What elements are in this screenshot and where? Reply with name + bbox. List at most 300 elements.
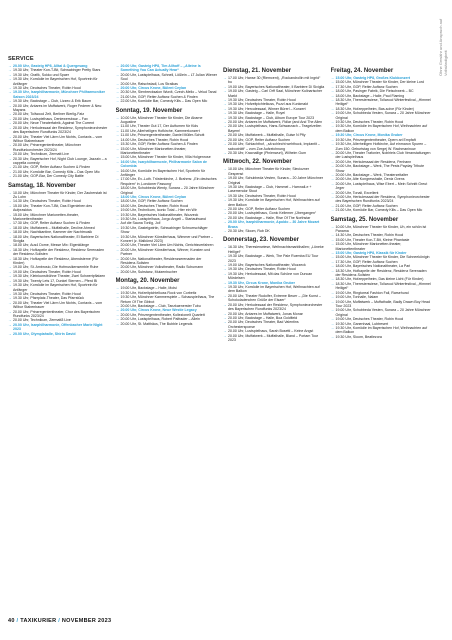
event-text: 20.00 Uhr, Isarphilharmonie, Offenbacher Marie Night 2023: [13, 322, 103, 332]
arrow-icon: →: [8, 296, 12, 301]
event-text: 17.30 Uhr, GOP, Reiter Auftanz Suchen: [335, 259, 398, 264]
arrow-icon: →: [115, 155, 120, 160]
event-entry: [331, 282, 433, 291]
event-text: 20.30 Uhr, Kracnallige (Pinienwurt), Wilhelm Gum: [228, 150, 307, 155]
page-number: 40: [8, 618, 15, 624]
arrow-icon: →: [115, 90, 120, 95]
arrow-icon: →: [115, 212, 120, 217]
event-text: 15.00 Uhr, Münchner Theater für Kinder, Der kleine Lord: [335, 80, 424, 85]
arrow-icon: →: [223, 76, 227, 80]
event-text: 22.00 Uhr, Komödie Bar, Comedy Kills – Das Open Mic: [120, 99, 208, 104]
event-text: 20.00 Uhr, Muffatwerk – Muffathalle, Guise N Pfly: [228, 133, 306, 138]
event-entry: [331, 335, 433, 339]
event-text: 19.30 Uhr, Hofzeitpichtelkuss, Puzzl aus Kunkmakt: [228, 102, 309, 107]
day-heading: Sonntag, 19. November: [115, 107, 183, 114]
event-text: 15.30 Uhr, GOP, Reiter Auftanz Suchen & Finden: [120, 142, 198, 147]
event-text: 11.00 Uhr, Prinzregententheater, Daniel Müller-Schott: [120, 133, 205, 138]
day-heading: Samstag, 18. November: [8, 182, 76, 189]
arrow-icon: →: [330, 321, 335, 326]
event-text: 15.00 Uhr, Münchner Theater für Kinder, Die Schneekönigin: [335, 255, 430, 260]
arrow-icon: →: [115, 243, 120, 248]
arrow-icon: →: [8, 116, 12, 121]
arrow-icon: →: [115, 99, 120, 104]
event-entry: [116, 270, 218, 274]
event-entry: [116, 99, 218, 103]
event-entry: [223, 254, 325, 263]
event-text: 20.00 Uhr, GOP, Reiter Auftanz Suchen: [228, 137, 291, 142]
arrow-icon: →: [8, 190, 12, 195]
event-text: 20.00 Uhr, Lustspielhaus, Gonic Kellemer „Übergangen“: [228, 211, 317, 216]
event-text: 15.00 Uhr, Münchner Theater für Kinder, Villa Holgenrose: [120, 155, 211, 160]
event-text: 20.00 Uhr, Neue Theaterfabrik, Against The Current: [13, 121, 95, 126]
event-text: 19.30 Uhr, Isarphilharmonie, Münchner Philharmoniker Saison 2023/24: [13, 90, 106, 99]
arrow-icon: →: [115, 142, 120, 147]
event-text: 20.00 Uhr, Herkulessaal der Residenz, Symphonieorchester des Bayerischen Rundfunks 2023/24: [13, 125, 108, 135]
event-text: 19.30 Uhr, Komödie im Bayerischen Hof, Weihnachten auf dem Balkon: [335, 124, 428, 133]
arrow-icon: →: [115, 159, 120, 164]
event-text: 19.30 Uhr, Komödie im Bayerischen Hof, Sportrein für Anfänger: [13, 77, 98, 86]
day-heading: Mittwoch, 22. November: [223, 159, 292, 166]
event-text: 18.30 Uhr, Theresienwiese, Tollwood Winterfestival, „Himmel Heiligel“: [335, 98, 431, 107]
arrow-icon: →: [115, 208, 120, 213]
event-entry: [223, 320, 325, 329]
arrow-icon: →: [223, 302, 227, 307]
footer-separator: /: [16, 618, 21, 624]
event-text: 19.30 Uhr, Münchner Kammerspiele – Schauspielhaus, The Return Of The Gibbot: [120, 295, 215, 304]
event-entry: [8, 143, 110, 152]
event-entry: [8, 135, 110, 144]
arrow-icon: →: [223, 150, 227, 155]
arrow-icon: →: [223, 133, 227, 138]
arrow-icon: →: [330, 106, 335, 111]
arrow-icon: →: [115, 225, 120, 230]
arrow-icon: →: [8, 68, 12, 73]
arrow-icon: →: [330, 142, 335, 147]
event-text: 18.00 Uhr, Bayerisches Nationaltheater, La Pari: [335, 264, 411, 269]
event-entry: [116, 169, 218, 178]
arrow-icon: →: [115, 72, 120, 77]
event-text: 20.00 Uhr, St. Matthäus, The Bubble Legends: [120, 321, 193, 326]
event-text: 19.00 Uhr, Backstage – Halle, Molsi: [120, 286, 177, 291]
event-entry: [331, 225, 433, 234]
arrow-icon: →: [330, 334, 335, 339]
arrow-icon: →: [330, 177, 335, 182]
event-entry: [331, 164, 433, 173]
event-text: 20.00 Uhr, Backstage – Halle, Rise Of The Northstar: [228, 215, 311, 220]
arrow-icon: →: [115, 133, 120, 138]
arrow-icon: →: [115, 295, 120, 300]
arrow-icon: →: [223, 98, 227, 103]
event-text: 19.30 Uhr, Deutsches Theater, Robin Hood: [228, 98, 296, 103]
arrow-icon: →: [330, 308, 335, 313]
event-text: 19.00 Uhr, Deutsches Theater, Robin Hood: [335, 317, 404, 322]
arrow-icon: →: [115, 115, 120, 120]
arrow-icon: →: [330, 76, 335, 80]
event-text: 20.00 Uhr, Gasteig HP8, Alltai & Quergesang: [13, 64, 88, 68]
event-text: 18.00 Uhr, Pasinger Fabrik, Die Fleischwerk – BC: [335, 89, 414, 94]
event-text: 20.00 Uhr, Isarphilharmonie, Apoldo – 30 Jahre Mozart Brass: [228, 220, 320, 229]
arrow-icon: →: [330, 190, 335, 195]
event-text: 14.00 Uhr, Deutsches Theater, Robin Hood: [120, 137, 189, 142]
event-text: 19.30 Uhr, Backstage – Club, Lizzeo & Erik Baum: [13, 99, 92, 104]
arrow-icon: →: [115, 217, 120, 221]
event-text: 21.00 Uhr, Komödie Bar, Comedy Kills – Das Open Mic: [335, 208, 423, 213]
arrow-icon: →: [115, 128, 120, 133]
event-text: 20.00 Uhr, Lustspielhaus, Hans-Schwarzach – Teagelzellen Bayern!: [228, 124, 322, 133]
arrow-icon: →: [330, 172, 335, 177]
event-text: 15.00 Uhr, Münchner Marionetten-theater, Marionettentheater: [13, 212, 79, 221]
arrow-icon: →: [223, 176, 227, 181]
event-text: 18.00 Uhr, Schubbeda Wenty, Sunara – 20 Jahre Münchner Original: [120, 186, 215, 195]
event-text: 18.00 Uhr, Deutsches Theater, Robin Hood: [120, 203, 189, 208]
event-text: 19.30 Uhr, Komödie im Bayerischen Hof, Sportrein für Anfänger: [13, 283, 98, 292]
arrow-icon: →: [223, 124, 227, 129]
event-entry: [8, 126, 110, 135]
event-entry: [8, 77, 110, 86]
event-text: 19.00 Uhr, Schubbeda Vesten, Sunara – 20 Jahre Münchner Original: [228, 176, 324, 185]
event-entry: [116, 257, 218, 266]
arrow-icon: →: [223, 333, 227, 338]
event-text: 16.30 Uhr, Theresienwiese, Weihnachtsmarkthallen; „Lüneke Heiligel“: [228, 245, 324, 254]
event-text: 18.30 Uhr, Hofkapelle der Residenz, Residenz Serenaden der Residenz-Solisten: [13, 247, 105, 257]
arrow-icon: →: [223, 142, 227, 147]
arrow-icon: →: [115, 265, 120, 270]
arrow-icon: →: [8, 283, 12, 288]
event-text: 19.30 Uhr, Deutsches Theater, Robin Hood: [13, 291, 81, 296]
arrow-icon: →: [330, 251, 335, 256]
event-text: 18.30 Uhr, Hofkapelle der Residenz, Abendsterne (Für Kinder): [13, 256, 99, 266]
event-text: 19.30 Uhr, Prinzregententheater, Opern ari Empfaft: [335, 137, 416, 142]
column-1: [8, 64, 110, 608]
arrow-icon: →: [223, 254, 227, 259]
event-text: 20.00 Uhr, Antares im Muffatwerk, Jonas Monar: [228, 311, 303, 316]
event-text: 19.30 Uhr, Deutsches Theater, Robin Hood: [228, 193, 296, 198]
arrow-icon: →: [8, 269, 12, 274]
event-entry: [223, 176, 325, 185]
arrow-icon: →: [8, 234, 12, 239]
arrow-icon: →: [330, 242, 335, 247]
arrow-icon: →: [223, 315, 227, 320]
event-entry: [331, 182, 433, 191]
arrow-icon: →: [223, 220, 227, 225]
event-entry: [223, 142, 325, 151]
event-text: 19.30 Uhr, Twenty Lets 17, Dunkel Sternen – Pferd Bi: [13, 278, 98, 283]
arrow-icon: →: [330, 325, 335, 330]
event-text: 20.00 Uhr, Schlachthof, ,,sä schlecht wehthuck, Implantit – sabooträtt“ – vom Zoe Aufzeichnung: [228, 142, 320, 151]
arrow-icon: →: [330, 120, 335, 125]
arrow-icon: →: [223, 167, 227, 172]
event-text: 20.00 Uhr, Ratschstadl, Los Straikas: [120, 81, 178, 86]
column-4-content: [331, 64, 433, 339]
event-text: 10.00 Uhr, Münchner Theater für Kinder, Der Zauberstab ist Zu Lohn: [13, 190, 107, 199]
event-text: 20.00 Uhr, Backstage – Werk, Theaterzeitalter: [335, 172, 409, 177]
arrow-icon: →: [223, 111, 227, 116]
arrow-icon: →: [8, 225, 12, 230]
event-entry: [116, 116, 218, 125]
column-4: [331, 64, 433, 608]
event-text: 19.00 Uhr, Ringtoreal Fashion Fall, Rarsehund: [335, 290, 409, 295]
event-text: 18.00 Uhr, Bayerisches Nationaltheater, El Barbiere Di Siviglia: [13, 234, 99, 244]
arrow-icon: →: [8, 156, 12, 161]
event-listing: [8, 64, 432, 608]
event-text: 15.00 Uhr, Theater Kon-T-Bit, Kleine Phantasie: [335, 237, 410, 242]
arrow-icon: →: [115, 64, 120, 68]
event-text: 19.30 Uhr, Theater Kon-T-Bit, Schwabinger Pretty Stars: [13, 68, 101, 73]
arrow-icon: →: [8, 134, 12, 139]
event-entry: [331, 208, 433, 212]
event-entry: [116, 147, 218, 156]
arrow-icon: →: [8, 77, 12, 82]
event-text: 20.00 Uhr, GOP, Reiter Auftanz Suchen: [228, 206, 291, 211]
event-entry: [223, 185, 325, 194]
event-text: 19.00 Uhr, Gasteig – Carl Orff Saal, Münchner Kulinarischer Markt: [228, 89, 323, 98]
arrow-icon: →: [115, 286, 120, 291]
event-entry: [116, 186, 218, 195]
arrow-icon: →: [8, 152, 12, 157]
arrow-icon: →: [8, 265, 12, 270]
event-text: 20.00 Uhr, Theater Viel Lärm Um Nichts, Contaxis – vom Wilbur Stabenbauer: [13, 300, 103, 310]
arrow-icon: →: [330, 299, 335, 304]
event-text: 19.00 Uhr, Bayerisches Nationaltheater, Wozzeck: [228, 263, 306, 268]
event-entry: [223, 285, 325, 294]
event-entry: [223, 167, 325, 176]
event-text: 19.30 Uhr, Backstage – Club, Album Europe Tour 2023: [228, 115, 315, 120]
arrow-icon: →: [8, 121, 12, 126]
arrow-icon: →: [330, 159, 335, 164]
arrow-icon: →: [223, 120, 227, 125]
event-text: 19.30 Uhr, Sloom, Beatlezora: [335, 334, 382, 339]
event-entry: [116, 295, 218, 304]
event-text: 20.00 Uhr, Prinzregententheater, Münchner Rundfunkorchester 2023/24: [13, 143, 82, 152]
arrow-icon: →: [330, 84, 335, 89]
arrow-icon: →: [330, 233, 335, 238]
event-text: 19.00 Uhr, Deutsches Theater, Robin Hood: [13, 269, 81, 274]
arrow-icon: →: [330, 317, 335, 322]
arrow-icon: →: [115, 137, 120, 142]
event-text: 19.30 Uhr, Backstage – Halle, Royel: [228, 111, 285, 116]
arrow-icon: →: [223, 280, 227, 285]
event-text: 20.00 Uhr, Substanz, Mutzenbucher: [120, 269, 178, 274]
event-text: 20.00 Uhr, Backstage – Club, Tanzkaenerster Tubu: [120, 303, 201, 308]
event-entry: [8, 157, 110, 166]
arrow-icon: →: [8, 64, 12, 68]
event-text: 20.00 Uhr, Prinzregententheater, Chor des Bayerischen Rundfunks 2023/24: [13, 309, 101, 318]
arrow-icon: →: [223, 271, 227, 276]
event-entry: [8, 301, 110, 310]
arrow-icon: →: [115, 317, 120, 322]
event-text: 20.00 Uhr, Alte Kongresshalle, Deniz Ovens: [335, 177, 405, 182]
arrow-icon: →: [223, 102, 227, 107]
event-text: 15.00 Uhr, Münchner Marionetten-theater, Marionettentheater: [120, 146, 187, 155]
event-entry: [331, 142, 433, 151]
event-text: 19.30 Uhr, Bayerisches Nationaltheater, Wozzeck: [120, 212, 199, 217]
event-text: 19.00 Uhr, Muffatwerk – Muffathalle, Badly Drawn Boy Head Tour 2023: [335, 299, 431, 308]
arrow-icon: →: [8, 318, 12, 323]
event-text: 18.00 Uhr, GOP, Reiter Auftanz Suchen: [120, 199, 183, 204]
column-3: [223, 64, 325, 608]
event-entry: [223, 76, 325, 85]
event-text: 19.30 Uhr, Deutsches Theater, Robin Hood: [335, 120, 404, 125]
event-text: 16.00 Uhr, Isarphilharmonie, Philharmonie Salon de Colombia: [120, 159, 208, 169]
arrow-icon: →: [330, 203, 335, 208]
event-text: 20.00 Uhr, Antares im Muffatwerk, Roger Federer & Neu: Mayans: [13, 103, 103, 113]
event-text: 18.30 Uhr, Hofzeppelheim, Das kleine Licht (Für Kinder): [335, 277, 424, 282]
event-text: 20.00 Uhr, Herkulessaal der Residenz, Fenhann: [335, 159, 412, 164]
event-text: 19.30 Uhr, Grafik, Sokko und Spaer: [13, 72, 69, 77]
event-text: 19.30 Uhr, Münchner Künstlerhaus, Wimmer und Partner – Konzert (z. Malkünst 2023): [120, 234, 213, 244]
event-text: 19.00 Uhr, Schubbeda Vesten, Sunara – 20 Jahre Münchner Original: [335, 111, 431, 120]
event-text: 17.00 Uhr, Ev.-Luth. Trösterkirche, J. Brahms: „Ein deutsches Requiem“ in ‚Londoner Fassung‘: [120, 177, 217, 186]
event-entry: [8, 213, 110, 222]
arrow-icon: →: [330, 181, 335, 186]
arrow-icon: →: [8, 72, 12, 77]
arrow-icon: →: [8, 212, 12, 217]
arrow-icon: →: [8, 174, 12, 179]
event-entry: [116, 226, 218, 235]
event-text: 19.30 Uhr, Hofzeitpichtelkuss Rock von Corbeitz: [120, 290, 197, 295]
event-text: 20.30 Uhr, Sienbrecksalon Wurdt, Czech-Mello – Velud Tanal: [120, 90, 217, 95]
event-text: 19.00 Uhr, Tonhalle, Nalam: [335, 295, 379, 300]
arrow-icon: →: [330, 93, 335, 98]
arrow-icon: →: [223, 89, 227, 94]
arrow-icon: →: [330, 268, 335, 273]
event-entry: [116, 322, 218, 326]
footer-separator: /: [58, 618, 62, 624]
event-entry: [223, 272, 325, 281]
arrow-icon: →: [8, 331, 12, 336]
event-entry: [8, 310, 110, 319]
event-text: 19.30 Uhr, Herculessaal, Winner Bürerl – Konzert: [228, 106, 306, 111]
event-entry: [8, 104, 110, 113]
arrow-icon: →: [330, 89, 335, 94]
event-entry-highlight: [8, 323, 110, 332]
event-text: 18.00 Uhr, Nachtkantine, Kammer der Nachtmusik: [13, 230, 93, 235]
arrow-icon: →: [8, 90, 12, 95]
event-text: 16.00 Uhr, Komödie im Bayerischen Hof, Sportrein für Anfänger: [120, 168, 206, 177]
arrow-icon: →: [115, 247, 120, 252]
event-text: 18.30 Uhr, Theresienwiese, Tollwood Winterfestival, „Himmel Heiligel“: [335, 281, 431, 291]
arrow-icon: →: [8, 300, 12, 305]
event-text: 19.30 Uhr, Kleinkunstbühne Theater, Zwei Schwertpflatzen: [13, 274, 106, 279]
event-text: 20.00 Uhr, Backstage – Halle, Boa Goldfield: [228, 315, 298, 320]
event-text: 10.00 Uhr, Münchner Theater für Kinder, Sieciozner Gespenst: [228, 167, 309, 176]
event-entry: [223, 89, 325, 98]
event-text: 20.00 Uhr, Muffatwerk – Muffathalle, Bland – Portam Tour 2023: [228, 333, 319, 342]
arrow-icon: →: [223, 267, 227, 272]
day-heading: Freitag, 24. November: [330, 68, 394, 74]
event-entry: [223, 334, 325, 343]
event-text: 19.00 Uhr, St. Ambrosio, Die Hofmusikensemble Ruhe: [13, 265, 99, 270]
event-entry: [8, 283, 110, 292]
arrow-icon: →: [8, 247, 12, 252]
event-text: 15.00 Uhr, Gasteig HP8, Klassik für Kinder: [335, 251, 407, 256]
arrow-icon: →: [8, 86, 12, 91]
arrow-icon: →: [223, 215, 227, 220]
event-text: 18.00 Uhr, Aus4 Dome, Messe Mix: Eigenklänge: [13, 243, 90, 248]
event-text: 20.00 Uhr, Prinzregententheater, Kollezionelt Quartett: [120, 312, 205, 317]
event-text: 17.00 Uhr, Hanse 30 (Riemcent), „Rockandrollin mit Ingrid“ bu: [228, 76, 321, 85]
arrow-icon: →: [115, 221, 120, 226]
day-heading: Dienstag, 21. November: [223, 68, 292, 74]
arrow-icon: →: [8, 291, 12, 296]
arrow-icon: →: [330, 255, 335, 260]
arrow-icon: →: [8, 125, 12, 130]
event-text: 19.30 Uhr, Komödie im Bayerischen Hof, Weihnachten auf dem Balkon: [335, 325, 428, 335]
event-text: 19.30 Uhr, Backstage – Werk, The Pale Ruemba EU Tour 2023: [228, 254, 319, 263]
event-text: 20.00 Uhr, Circus Krone, Neue Westie Legacy: [120, 308, 197, 313]
page-footer: [8, 618, 111, 624]
event-text: 20.00 Uhr, Theater Trafonier, Noblrieis Club Veranstaltungen der Lustspielhaus: [335, 150, 431, 160]
event-text: 21.00 Uhr, GOP, Reiter Auftanz Suchen & Finden: [120, 94, 198, 99]
event-text: 20.00 Uhr, Technikum, Zermatt Live: [13, 152, 69, 157]
event-text: 20.00 Uhr, Theater Rudolfer, Extreme Beuer – „Die Kunst – Schokoladenchen Grüße der Elsaer“: [228, 293, 321, 303]
event-text: 21.00 Uhr, Komödie Bar, Comedy Kills – Das Open Mic: [13, 169, 100, 174]
event-text: 17.30 Uhr, GOP, Reiter Auftanz Suchen: [335, 84, 398, 89]
arrow-icon: →: [8, 143, 12, 148]
event-entry: [116, 235, 218, 244]
arrow-icon: →: [8, 112, 12, 117]
event-text: 20.00 Uhr, Lustspielhaus, Sarah Bosetti – Keine Angst: [228, 329, 314, 334]
arrow-icon: →: [8, 199, 12, 204]
event-entry-highlight: [223, 220, 325, 229]
event-text: 15.00 Uhr, Theater Kon-T-Bit, Das Eigenleben des Aufprasktus: [13, 203, 92, 213]
arrow-icon: →: [330, 281, 335, 286]
event-entry: [331, 98, 433, 107]
event-text: 20.00 Uhr, Nationaltheater, Residenzserenaden der Residenz-Solisten: [120, 256, 202, 266]
arrow-icon: →: [115, 312, 120, 317]
event-text: 19.30 Uhr, Herkulessaal, Mit das Schöne von Duncan Mürdelsen: [228, 271, 313, 281]
arrow-icon: →: [223, 285, 227, 290]
column-3-content: [223, 64, 325, 342]
arrow-icon: →: [330, 194, 335, 199]
event-text: 19.30 Uhr, Circus Krone, Monika Gruber: [228, 280, 296, 285]
event-entry: [223, 245, 325, 254]
event-entry: [331, 326, 433, 335]
event-text: 19.30 Uhr, Gasteigwirtin, Schwabinger Schnurrschläger Show: [120, 225, 208, 235]
arrow-icon: →: [115, 199, 120, 204]
event-entry: [331, 111, 433, 120]
arrow-icon: →: [8, 243, 12, 248]
event-text: 20.00 Uhr, Technikum, Zermatt3 Live: [13, 318, 71, 323]
arrow-icon: →: [115, 303, 120, 308]
event-text: 11.00 Uhr, Theater Gut 17, Der Auftumen für Kids: [120, 124, 199, 129]
event-entry: [8, 204, 110, 213]
arrow-icon: →: [115, 168, 120, 173]
event-text: 19.30 Uhr, Circus Krone, Monika Gruber: [335, 133, 403, 138]
event-text: 18.30 Uhr, Hofkapelle der Residenz, Residenz Serenaden der Residenz-Solisten: [335, 268, 427, 278]
event-text: 19.30 Uhr, Deutsches Theater, Robin Hood: [228, 267, 296, 272]
event-text: 19.00 Uhr, Schubbeda Vesten, Sunara – 20 Jahre Münchner Original: [335, 308, 431, 317]
arrow-icon: →: [223, 229, 227, 233]
arrow-icon: →: [8, 103, 12, 108]
event-text: 20.00 Uhr, Herkulessaal der Residenz, Symphonieorchester des Bayerischen Rundfunks 2023/24: [335, 194, 430, 204]
column-2-content: [116, 64, 218, 326]
event-text: 20.00 Uhr, Lustspielhaus, Robert Palfrader – Allein: [120, 317, 200, 322]
arrow-icon: →: [223, 137, 227, 142]
event-entry: [8, 248, 110, 257]
event-text: 15.00 Uhr, Münchner Marionetten-theater, Marionettentheater: [335, 242, 402, 251]
event-entry: [8, 257, 110, 266]
arrow-icon: →: [115, 194, 120, 199]
arrow-icon: →: [330, 133, 335, 138]
event-entry: [8, 174, 110, 178]
event-text: 15.00 Uhr, Gasteig HP8, Großes Klubkonzert: [335, 76, 411, 80]
event-text: 19.30 Uhr, Lustspielhaus, Jorgo Angeli – Startaufwand: [120, 217, 206, 221]
arrow-icon: →: [115, 177, 120, 182]
arrow-icon: →: [223, 115, 227, 120]
arrow-icon: →: [330, 237, 335, 242]
arrow-icon: →: [115, 256, 120, 261]
